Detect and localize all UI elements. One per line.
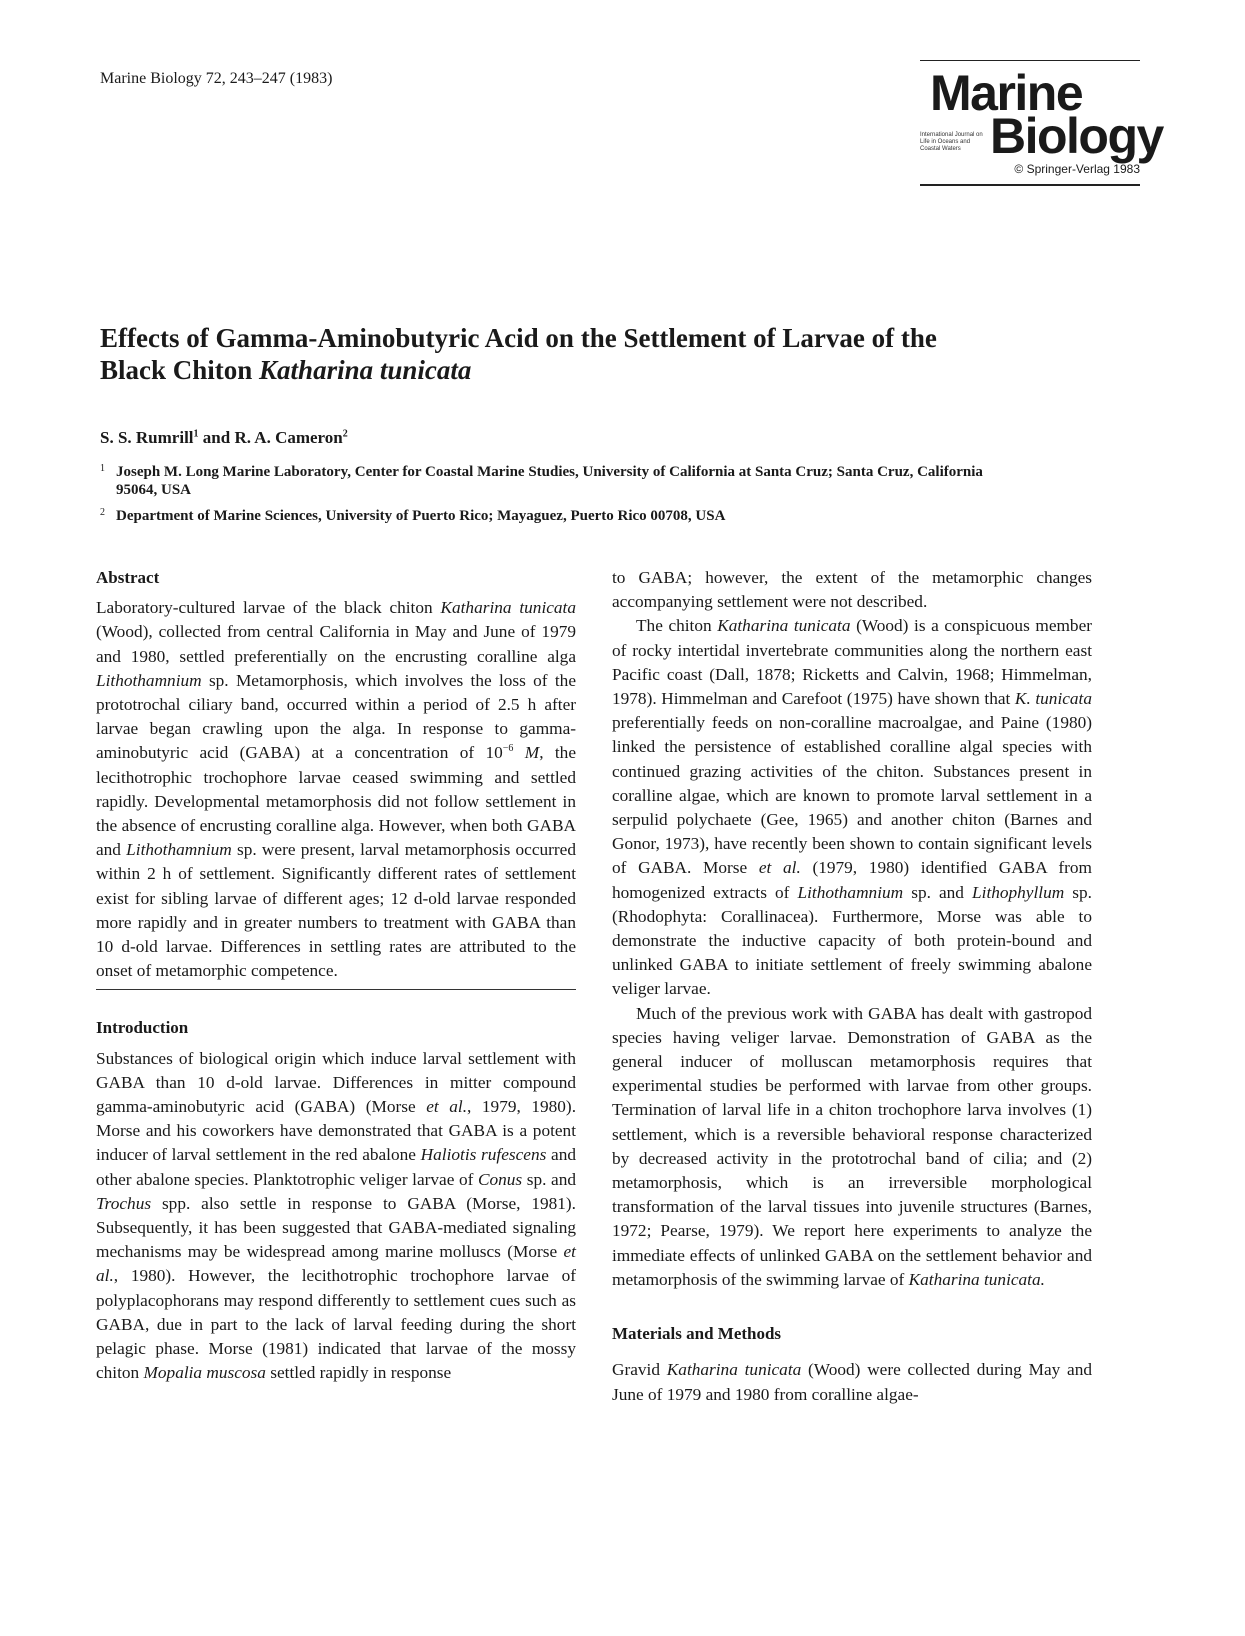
affiliation-1: 1 Joseph M. Long Marine Laboratory, Center for Coastal Marine Studies, University of California at Santa Cruz; Santa Cruz, California 95064, USA	[100, 463, 983, 498]
introduction-text: Substances of biological origin which induce larval settlement with GABA than 10 d-old larvae. Differences in mitter compound gamma-aminobutyric acid (GABA) (Morse et al., 1979, 1980). Morse and his coworkers have demonstrated that GABA is a potent inducer of larval settlement in the red abalone Haliotis rufescens and other abalone species. Planktotrophic veliger larvae of Conus sp. and Trochus spp. also settle in response to GABA (Morse, 1981). Subsequently, it has been suggested that GABA-mediated signaling mechanisms may be widespread among marine molluscs (Morse et al., 1980). However, the lecithotrophic trochophore larvae of polyplacophorans may respond differently to settlement cues such as GABA, due in part to the lack of larval feeding during the short pelagic phase. Morse (1981) indicated that larvae of the mossy chiton Mopalia muscosa settled rapidly in response	[96, 1048, 577, 1383]
materials-methods-text: Gravid Katharina tunicata (Wood) were collected during May and June of 1979 and 1980 from coralline algae-	[612, 1360, 1093, 1404]
abstract-heading: Abstract	[96, 568, 160, 587]
introduction-heading: Introduction	[96, 1018, 189, 1038]
title-line-1: Effects of Gamma-Aminobutyric Acid on the Settlement of Larvae of the	[100, 323, 937, 353]
intro-paragraph-2: The chiton Katharina tunicata (Wood) is a conspicuous member of rocky intertidal invertebrate communities along the northern east Pacific coast (Dall, 1878; Ricketts and Calvin, 1968; Himmelman, 1978). Himmelman and Carefoot (1975) have shown that K. tunicata preferentially feeds on non-coralline macroalgae, and Paine (1980) linked the persistence of established coralline algal species with continued grazing activities of the chiton. Substances present in coralline algae, which are known to promote larval settlement in a serpulid polychaete (Gee, 1965) and another chiton (Barnes and Gonor, 1973), have recently been shown to contain significant levels of GABA. Morse et al. (1979, 1980) identified GABA from homogenized extracts of Lithothamnium sp. and Lithophyllum sp. (Rhodophyta: Corallinacea). Furthermore, Morse was able to demonstrate the inductive capacity of both protein-bound and unlinked GABA to initiate settlement of freely swimming abalone veliger larvae.	[612, 616, 1093, 999]
logo-copyright: © Springer-Verlag 1983	[1014, 162, 1140, 176]
logo-rule-top	[920, 60, 1140, 61]
title-line-2: Black Chiton Katharina tunicata	[100, 355, 472, 385]
logo-biology-text: Biology	[990, 108, 1163, 164]
journal-citation: Marine Biology 72, 243–247 (1983)	[100, 70, 333, 87]
abstract-text: Laboratory-cultured larvae of the black chiton Katharina tunicata (Wood), collected from central California in May and June of 1979 and 1980, settled preferentially on the encrusting coralline alga Lithothamnium sp. Metamorphosis, which involves the loss of the prototrochal ciliary band, occurred within a period of 2.5 h after larvae began crawling upon the alga. In response to gamma-aminobutyric acid (GABA) at a concentration of $10^{-6}$ M, the lecithotrophic trochophore larvae ceased swimming and settled rapidly. Developmental metamorphosis did not follow settlement in the absence of encrusting coralline alga. However, when both GABA and Lithothamnium sp. were present, larval metamorphosis occurred within 2 h of settlement. Significantly different rates of settlement exist for sibling larvae of different ages; 12 d-old larvae responded more rapidly and in greater numbers to treatment with GABA than 10 d-old larvae. Differences in settling rates are attributed to the onset of metamorphic competence.	[96, 598, 576, 981]
article-title	[100, 322, 1140, 386]
author-2: R. A. Cameron	[234, 428, 343, 447]
left-column	[96, 566, 576, 1386]
author-list: S. S. Rumrill$^1$ and R. A. Cameron$^2$	[100, 428, 348, 447]
intro-paragraph-3: Much of the previous work with GABA has dealt with gastropod species having veliger larvae. Demonstration of GABA as the general inducer of molluscan metamorphosis requires that experimental studies be performed with larvae from other groups. Termination of larval life in a chiton trochophore larva involves (1) settlement, which is a reversible behavioral response characterized by decreased activity in the prototrochal band of cilia; and (2) metamorphosis, which is an irreversible morphological transformation of the larval tissues into juvenile structures (Barnes, 1972; Pearse, 1979). We report here experiments to analyze the immediate effects of unlinked GABA on the settlement behavior and metamorphosis of the swimming larvae of Katharina tunicata.	[612, 1003, 1092, 1289]
journal-logo	[920, 60, 1163, 190]
intro-continued-text: to GABA; however, the extent of the metamorphic changes accompanying settlement were not described.	[612, 568, 1092, 612]
logo-rule-bottom	[920, 184, 1140, 186]
logo-marine-text: Marine	[930, 65, 1083, 121]
author-1: S. S. Rumrill	[100, 428, 194, 447]
logo-small-text: International Journal on Life in Oceans and Coastal Waters	[920, 132, 983, 152]
affiliation-2: 2 Department of Marine Sciences, University of Puerto Rico; Mayaguez, Puerto Rico 00708, USA	[100, 507, 726, 524]
right-column	[612, 566, 1092, 1407]
title-species: Katharina tunicata	[259, 355, 472, 385]
abstract-divider	[96, 989, 576, 990]
materials-methods-heading: Materials and Methods	[612, 1324, 782, 1344]
